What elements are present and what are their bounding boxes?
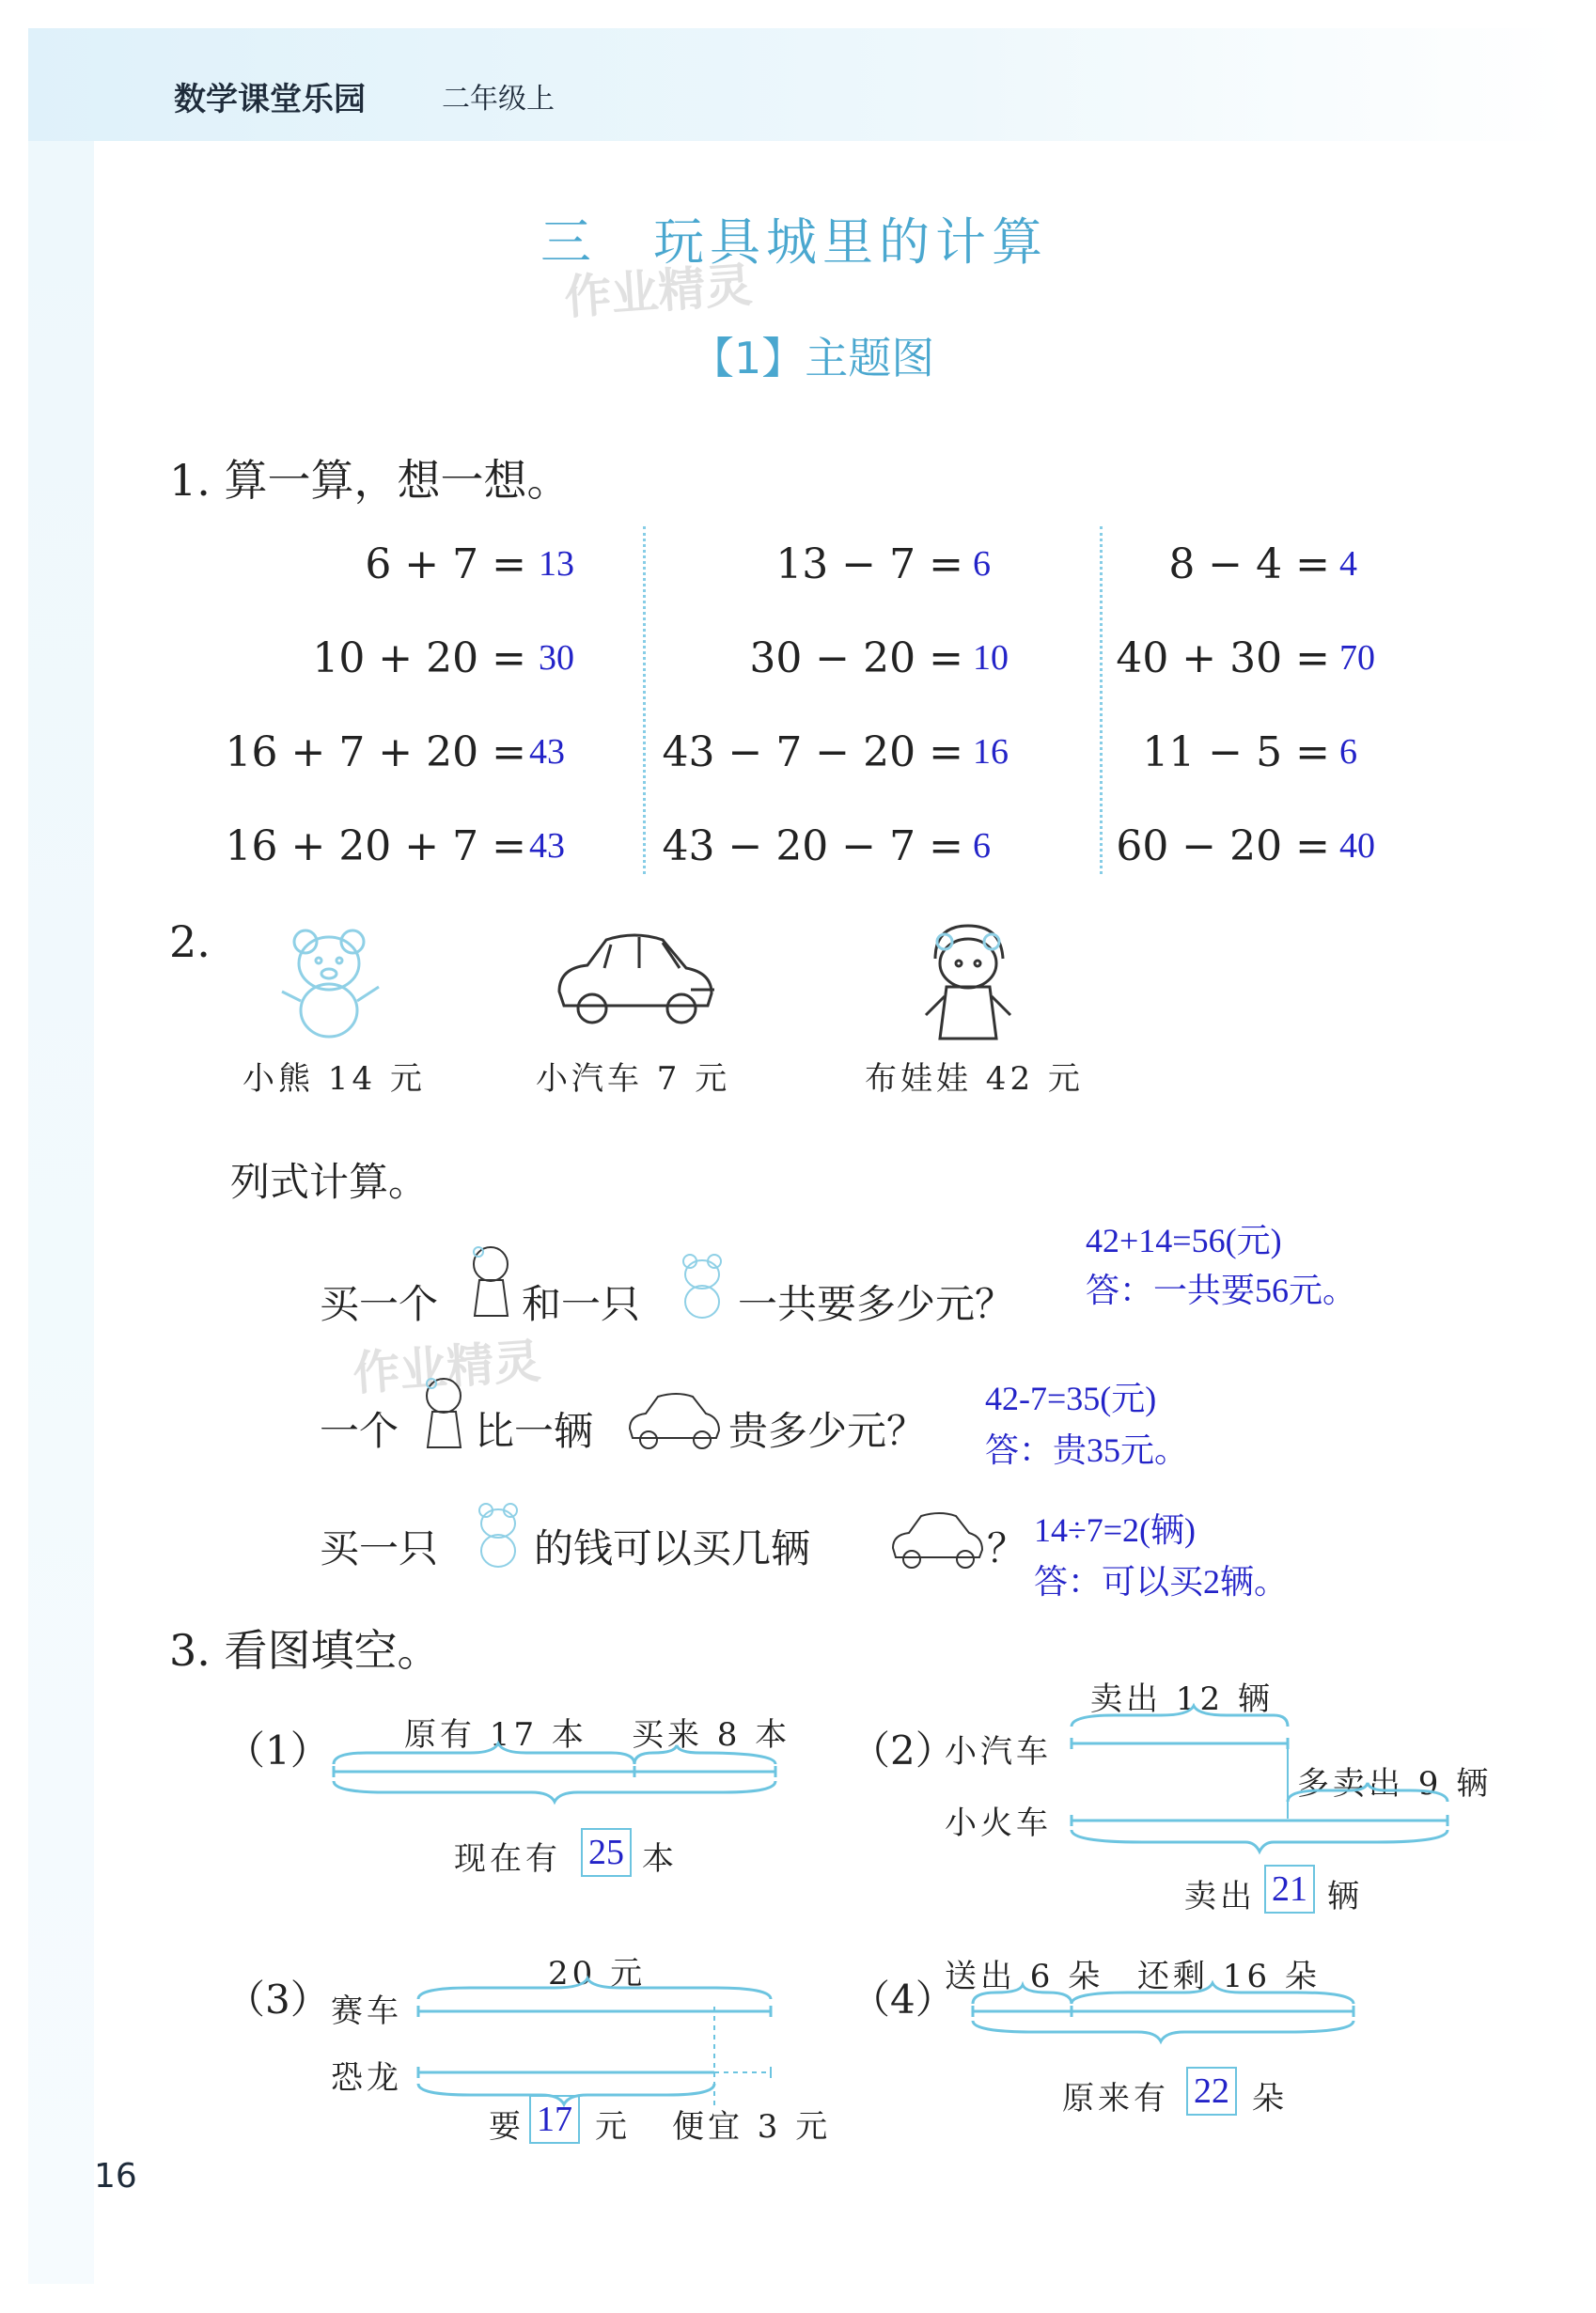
q1-title: 1. 算一算，想一想。 [169, 455, 571, 506]
segment-diagram [329, 1743, 780, 1814]
q3-title: 3. 看图填空。 [169, 1625, 441, 1676]
answer: 6 [973, 826, 991, 866]
toy-price: 布娃娃 42 元 [865, 1060, 1084, 1098]
equation: 60 − 20 = [1116, 822, 1330, 870]
answer: 10 [973, 638, 1009, 678]
equation: 10 + 20 = [312, 634, 526, 682]
answer-box: 17 [529, 2095, 580, 2144]
problem-text: ？ [987, 1525, 1027, 1571]
unit-title: 三 玩具城里的计算 [540, 212, 1048, 272]
problem-text: 比一辆 [475, 1408, 594, 1454]
diagram-label: 原有 17 本 [404, 1716, 587, 1754]
equation: 16 + 7 + 20 = [225, 728, 526, 776]
page-number: 16 [94, 2157, 137, 2196]
answer: 13 [539, 544, 574, 584]
toy-price: 小汽车 7 元 [536, 1060, 731, 1098]
answer-equation: 42-7=35(元) [985, 1380, 1157, 1417]
diagram-label: 卖出 [1184, 1878, 1256, 1915]
column-divider [1100, 526, 1103, 874]
answer: 43 [529, 732, 565, 772]
equation: 40 + 30 = [1116, 634, 1330, 682]
answer: 30 [539, 638, 574, 678]
equation: 13 − 7 = [775, 540, 963, 588]
answer-sentence: 答：贵35元。 [985, 1431, 1189, 1469]
column-divider [643, 526, 646, 874]
toy-car-icon [625, 1389, 724, 1450]
problem-text: 一共要多少元？ [738, 1281, 1015, 1327]
instruction: 列式计算。 [230, 1159, 429, 1205]
diagram-label: 原来有 [1062, 2080, 1169, 2118]
segment-diagram [1067, 1706, 1466, 1856]
diagram-label: 辆 [1327, 1878, 1363, 1915]
toy-car-icon [888, 1508, 987, 1570]
answer-sentence: 答：可以买2辆。 [1034, 1563, 1289, 1601]
answer-box: 22 [1186, 2067, 1237, 2116]
answer-equation: 14÷7=2(辆) [1034, 1511, 1197, 1549]
watermark: 作业精灵 [562, 258, 755, 325]
toy-car-icon [550, 926, 719, 1029]
toy-price: 小熊 14 元 [243, 1060, 426, 1098]
diagram-label: 元 [595, 2108, 631, 2146]
diagram-label: 现在有 [454, 1840, 561, 1878]
segment-diagram [968, 1983, 1363, 2054]
answer-box: 21 [1264, 1865, 1315, 1914]
watermark: 作业精灵 [351, 1334, 543, 1401]
row-label: 赛车 [331, 1993, 402, 2030]
doll-icon [465, 1241, 517, 1321]
answer: 43 [529, 826, 565, 866]
equation: 11 − 5 = [1142, 728, 1330, 776]
row-label: 恐龙 [331, 2059, 402, 2097]
grade-label: 二年级上 [442, 83, 555, 116]
teddy-bear-icon [465, 1499, 531, 1570]
problem-text: 一个 [320, 1408, 399, 1454]
teddy-bear-icon [669, 1250, 735, 1321]
sub-number: （1） [226, 1727, 330, 1774]
lesson-title: 【1】主题图 [691, 333, 935, 383]
answer: 6 [973, 544, 991, 584]
diagram-label: 要 [489, 2108, 524, 2146]
answer-sentence: 答：一共要56元。 [1086, 1272, 1357, 1309]
answer: 40 [1339, 826, 1375, 866]
row-label: 小火车 [945, 1805, 1052, 1842]
problem-text: 的钱可以买几辆 [534, 1525, 811, 1571]
equation: 43 − 20 − 7 = [662, 822, 963, 870]
answer-box: 25 [581, 1828, 632, 1877]
answer: 4 [1339, 544, 1357, 584]
diagram-label: 便宜 3 元 [672, 2108, 832, 2146]
segment-diagram [414, 1978, 780, 2119]
left-margin-band [28, 141, 94, 2284]
answer-equation: 42+14=56(元) [1086, 1222, 1282, 1259]
problem-text: 和一只 [522, 1281, 641, 1327]
row-label: 小汽车 [945, 1733, 1052, 1771]
diagram-label: 本 [642, 1840, 678, 1878]
diagram-label: 20 元 [548, 1955, 647, 1993]
q2-number: 2. [169, 916, 211, 967]
equation: 8 − 4 = [1168, 540, 1330, 588]
sub-number: （3） [226, 1977, 330, 2023]
sub-number: （2） [851, 1727, 955, 1774]
diagram-label: 多卖出 9 辆 [1297, 1765, 1493, 1803]
diagram-label: 送出 6 朵 [945, 1958, 1104, 1995]
problem-text: 买一个 [320, 1281, 439, 1327]
equation: 43 − 7 − 20 = [662, 728, 963, 776]
answer: 6 [1339, 732, 1357, 772]
equation: 30 − 20 = [749, 634, 963, 682]
doll-icon [916, 921, 1020, 1053]
answer: 70 [1339, 638, 1375, 678]
sub-number: （4） [851, 1977, 955, 2023]
answer: 16 [973, 732, 1009, 772]
diagram-label: 卖出 12 辆 [1090, 1680, 1274, 1718]
equation: 6 + 7 = [365, 540, 526, 588]
problem-text: 买一只 [320, 1525, 439, 1571]
teddy-bear-icon [268, 921, 390, 1043]
diagram-label: 还剩 16 朵 [1137, 1958, 1321, 1995]
problem-text: 贵多少元？ [728, 1408, 927, 1454]
doll-icon [418, 1372, 470, 1452]
book-title: 数学课堂乐园 [174, 81, 366, 118]
diagram-label: 买来 8 本 [632, 1716, 791, 1754]
diagram-label: 朵 [1252, 2080, 1288, 2118]
equation: 16 + 20 + 7 = [225, 822, 526, 870]
